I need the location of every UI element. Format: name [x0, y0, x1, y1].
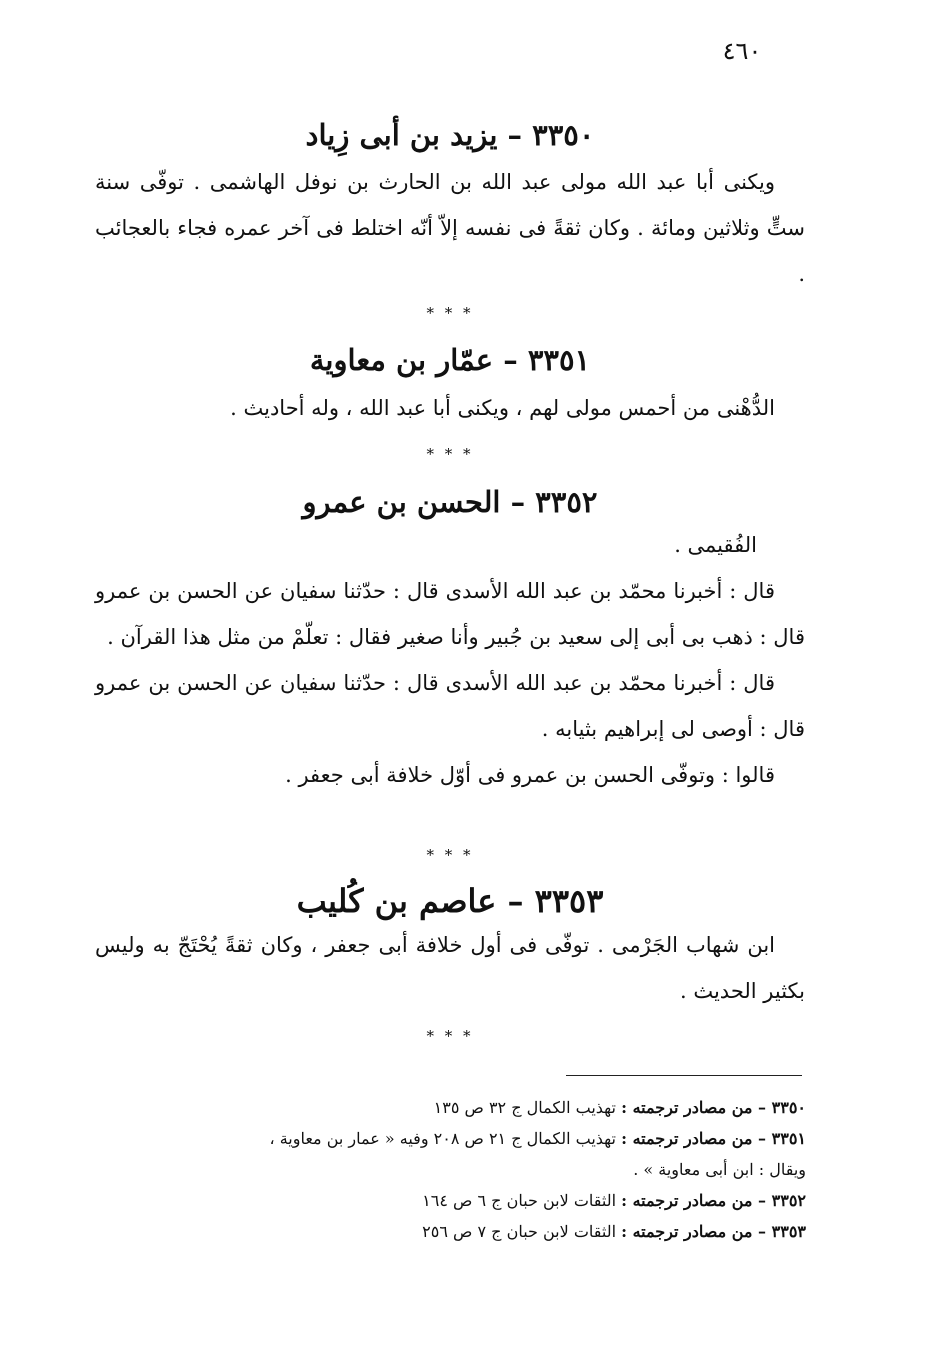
entry-3353-body: [95, 922, 805, 1014]
separator-stars: * * *: [426, 846, 474, 864]
entry-3352: [95, 485, 805, 519]
footnote-label: ٣٣٥٠ – من مصادر ترجمته :: [621, 1098, 806, 1117]
footnotes: [98, 1092, 806, 1247]
entry-3353: [95, 884, 805, 918]
entry-3351: [95, 343, 805, 377]
entry-3351-body: [95, 385, 805, 431]
entry-paragraph: الدُّهْنى من أحمس مولى لهم ، ويكنى أبا عبد الله ، وله أحاديث .: [230, 396, 775, 420]
entry-paragraph: ويكنى أبا عبد الله مولى عبد الله بن الحارث بن نوفل الهاشمى . توفّى سنة ستٍّ وثلاثين ومائة . وكان ثقةً فى نفسه إلاّ أنّه اختلط فى آخر عمره فجاء بالعجائب .: [95, 170, 805, 286]
entry-3350: [95, 118, 805, 152]
entry-title: ٣٣٥٢ – الحسن بن عمرو: [302, 485, 598, 519]
footnote: [98, 1123, 806, 1185]
footnote-label: ٣٣٥٣ – من مصادر ترجمته :: [621, 1222, 806, 1241]
footnote-text: تهذيب الكمال ج ٣٢ ص ١٣٥: [433, 1098, 617, 1117]
entry-3350-body: [95, 159, 805, 297]
footnote-rule: [566, 1075, 802, 1076]
footnote: [98, 1216, 806, 1247]
footnote-label: ٣٣٥١ – من مصادر ترجمته :: [621, 1129, 806, 1148]
footnote-continuation: ويقال : ابن أبى معاوية » .: [633, 1160, 806, 1179]
entry-title: ٣٣٥١ – عمّار بن معاوية: [309, 343, 591, 377]
separator-stars: * * *: [426, 304, 474, 322]
entry-3352-body: [95, 522, 805, 798]
entry-paragraph: ابن شهاب الجَرْمى . توفّى فى أول خلافة أبى جعفر ، وكان ثقةً يُحْتَجّ به وليس بكثير الحديث .: [95, 933, 805, 1003]
footnote-text: تهذيب الكمال ج ٢١ ص ٢٠٨ وفيه « عمار بن معاوية ،: [269, 1129, 617, 1148]
separator-stars: * * *: [426, 445, 474, 463]
entry-title: ٣٣٥٠ – يزيد بن أبى زِياد: [305, 118, 595, 152]
footnote-text: الثقات لابن حبان ج ٦ ص ١٦٤: [422, 1191, 617, 1210]
footnote-label: ٣٣٥٢ – من مصادر ترجمته :: [621, 1191, 806, 1210]
entry-paragraph: الفُقيمى .: [674, 533, 757, 557]
separator-stars: * * *: [426, 1027, 474, 1045]
footnote: [98, 1185, 806, 1216]
footnote-text: الثقات لابن حبان ج ٧ ص ٢٥٦: [422, 1222, 617, 1241]
entry-paragraph: قال : أخبرنا محمّد بن عبد الله الأسدى قال : حدّثنا سفيان عن الحسن بن عمرو قال : أوصى لى إبراهيم بثيابه .: [95, 671, 805, 741]
footnote: [98, 1092, 806, 1123]
page-number: ٤٦٠: [722, 37, 762, 65]
entry-paragraph: قال : أخبرنا محمّد بن عبد الله الأسدى قال : حدّثنا سفيان عن الحسن بن عمرو قال : ذهب بى أبى إلى سعيد بن جُبير وأنا صغير فقال : تعلّمْ من مثل هذا القرآن .: [95, 579, 805, 649]
entry-paragraph: قالوا : وتوفّى الحسن بن عمرو فى أوّل خلافة أبى جعفر .: [285, 763, 775, 787]
entry-title: ٣٣٥٣ – عاصم بن كُليب: [296, 882, 604, 920]
